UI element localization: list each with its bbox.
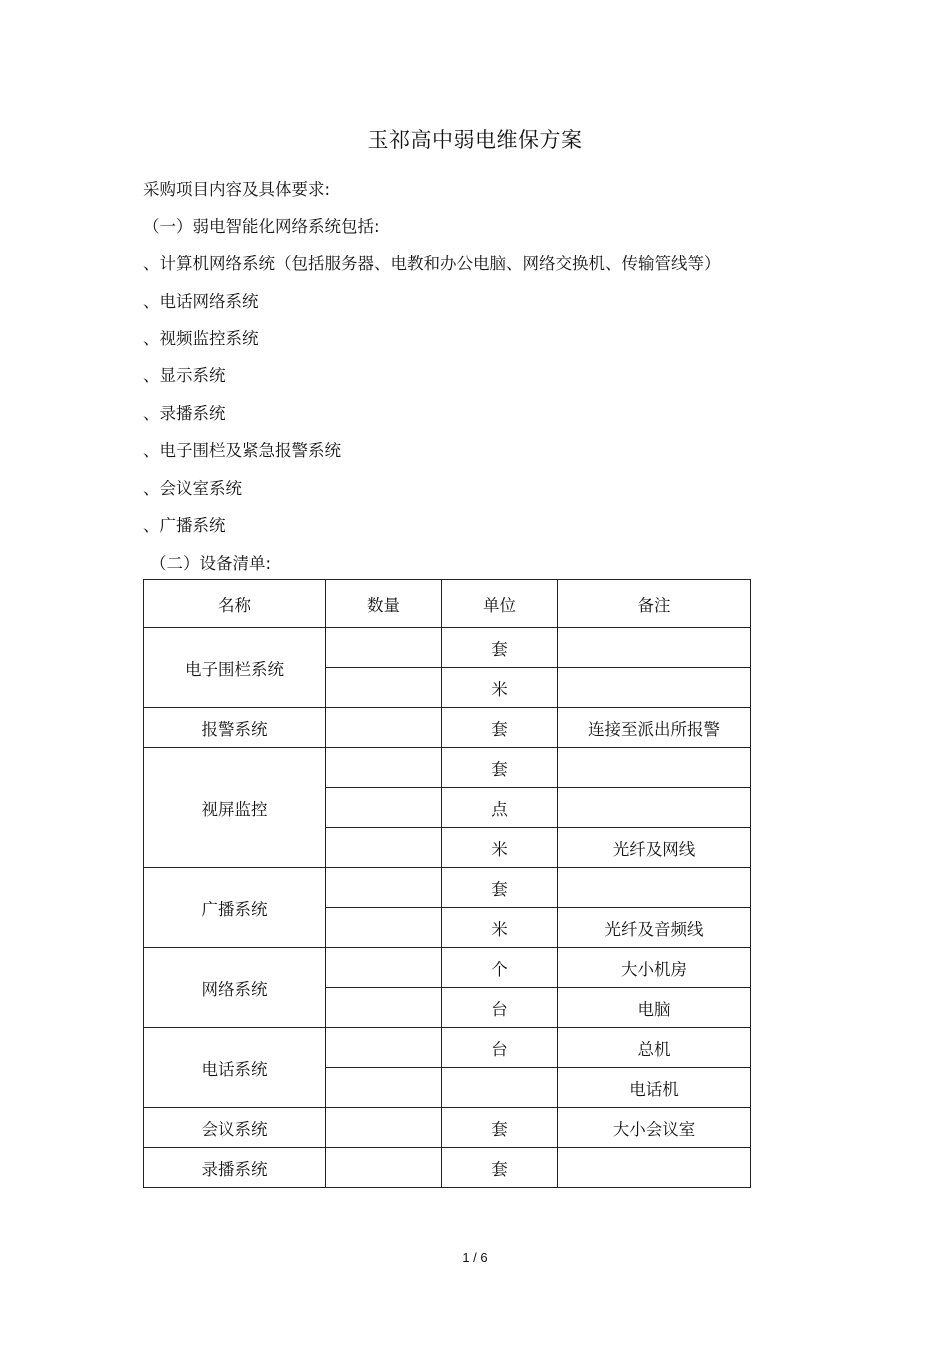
unit-cell: 套 [442, 868, 558, 908]
equipment-table [143, 579, 751, 1188]
table-row [144, 1148, 751, 1188]
note-cell [558, 868, 751, 908]
system-list-item: 、录播系统 [143, 404, 226, 423]
note-cell [558, 668, 751, 708]
unit-cell: 套 [442, 628, 558, 668]
header-note: 备注 [558, 580, 751, 628]
system-list-item: 、电子围栏及紧急报警系统 [143, 441, 341, 460]
unit-cell: 套 [442, 708, 558, 748]
system-name-cell: 报警系统 [144, 708, 326, 748]
note-cell: 光纤及音频线 [558, 908, 751, 948]
table-row [144, 628, 751, 668]
table-row [144, 708, 751, 748]
quantity-cell [326, 748, 442, 788]
note-cell: 大小会议室 [558, 1108, 751, 1148]
intro-text: 采购项目内容及具体要求: [143, 180, 331, 199]
quantity-cell [326, 908, 442, 948]
table-row [144, 868, 751, 908]
unit-cell: 台 [442, 1028, 558, 1068]
system-list-item: 、电话网络系统 [143, 292, 259, 311]
quantity-cell [326, 628, 442, 668]
quantity-cell [326, 668, 442, 708]
system-list-item: 、会议室系统 [143, 479, 242, 498]
note-cell: 总机 [558, 1028, 751, 1068]
system-list-item: 、显示系统 [143, 366, 226, 385]
system-name-cell: 网络系统 [144, 948, 326, 1028]
note-cell: 电脑 [558, 988, 751, 1028]
quantity-cell [326, 948, 442, 988]
header-quantity: 数量 [326, 580, 442, 628]
unit-cell: 套 [442, 1108, 558, 1148]
table-row [144, 1108, 751, 1148]
note-cell [558, 788, 751, 828]
note-cell: 大小机房 [558, 948, 751, 988]
quantity-cell [326, 1068, 442, 1108]
unit-cell: 点 [442, 788, 558, 828]
page-number: 1 / 6 [462, 1250, 488, 1265]
note-cell: 连接至派出所报警 [558, 708, 751, 748]
table-row [144, 948, 751, 988]
note-cell [558, 1148, 751, 1188]
section1-heading: （一）弱电智能化网络系统包括: [143, 217, 380, 236]
header-name: 名称 [144, 580, 326, 628]
unit-cell: 台 [442, 988, 558, 1028]
unit-cell: 个 [442, 948, 558, 988]
system-list-item: 、视频监控系统 [143, 329, 259, 348]
note-cell [558, 748, 751, 788]
system-name-cell: 电子围栏系统 [144, 628, 326, 708]
quantity-cell [326, 828, 442, 868]
unit-cell: 套 [442, 1148, 558, 1188]
quantity-cell [326, 1148, 442, 1188]
quantity-cell [326, 708, 442, 748]
header-unit: 单位 [442, 580, 558, 628]
unit-cell: 米 [442, 908, 558, 948]
system-name-cell: 录播系统 [144, 1148, 326, 1188]
system-name-cell: 视屏监控 [144, 748, 326, 868]
unit-cell: 套 [442, 748, 558, 788]
system-list-item: 、计算机网络系统（包括服务器、电教和办公电脑、网络交换机、传输管线等） [143, 254, 721, 273]
note-cell [558, 628, 751, 668]
system-name-cell: 电话系统 [144, 1028, 326, 1108]
section2-heading: （二）设备清单: [150, 554, 272, 573]
unit-cell [442, 1068, 558, 1108]
note-cell: 光纤及网线 [558, 828, 751, 868]
quantity-cell [326, 1028, 442, 1068]
document-title: 玉祁高中弱电维保方案 [367, 128, 583, 152]
quantity-cell [326, 1108, 442, 1148]
system-name-cell: 会议系统 [144, 1108, 326, 1148]
quantity-cell [326, 868, 442, 908]
unit-cell: 米 [442, 828, 558, 868]
unit-cell: 米 [442, 668, 558, 708]
table-row [144, 748, 751, 788]
quantity-cell [326, 988, 442, 1028]
system-name-cell: 广播系统 [144, 868, 326, 948]
quantity-cell [326, 788, 442, 828]
table-header-row [144, 580, 751, 628]
table-row [144, 1028, 751, 1068]
system-list-item: 、广播系统 [143, 516, 226, 535]
note-cell: 电话机 [558, 1068, 751, 1108]
